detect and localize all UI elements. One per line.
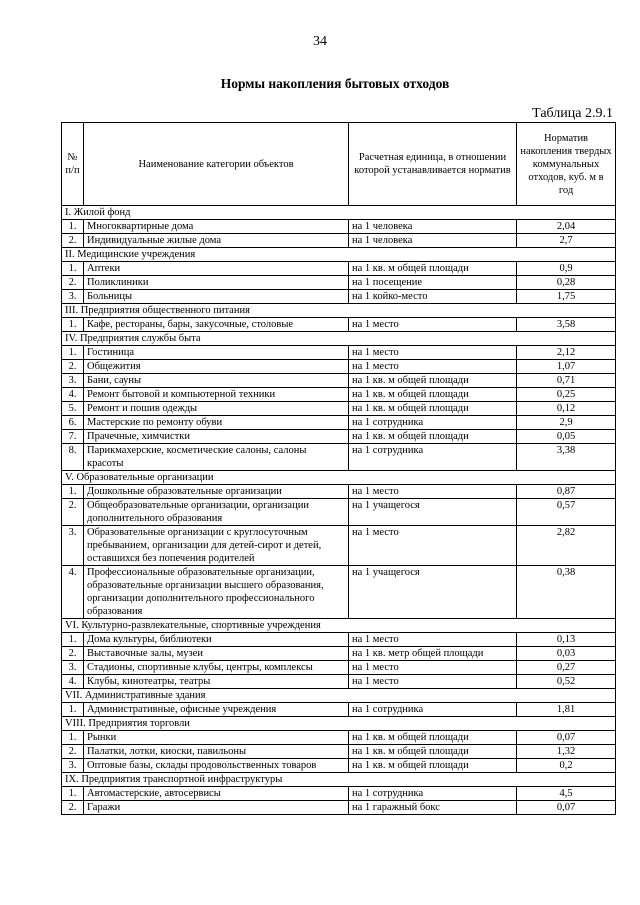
row-value: 0,57 <box>517 499 616 526</box>
row-name: Административные, офисные учреждения <box>84 703 349 717</box>
table-header-row <box>62 123 616 206</box>
table-row <box>62 374 616 388</box>
row-number: 3. <box>62 661 84 675</box>
row-number: 1. <box>62 787 84 801</box>
row-name: Дошкольные образовательные организации <box>84 485 349 499</box>
row-value: 0,27 <box>517 661 616 675</box>
row-unit: на 1 сотрудника <box>349 444 517 471</box>
row-unit: на 1 сотрудника <box>349 787 517 801</box>
row-number: 1. <box>62 633 84 647</box>
row-value: 4,5 <box>517 787 616 801</box>
row-unit: на 1 место <box>349 633 517 647</box>
row-value: 0,9 <box>517 262 616 276</box>
header-name: Наименование категории объектов <box>84 123 349 206</box>
row-name: Палатки, лотки, киоски, павильоны <box>84 745 349 759</box>
row-unit: на 1 место <box>349 675 517 689</box>
row-value: 0,38 <box>517 566 616 619</box>
table-row <box>62 801 616 815</box>
header-unit: Расчетная единица, в отношении которой устанавливается норматив <box>349 123 517 206</box>
row-unit: на 1 кв. м общей площади <box>349 745 517 759</box>
table-row <box>62 318 616 332</box>
row-name: Дома культуры, библиотеки <box>84 633 349 647</box>
row-name: Гаражи <box>84 801 349 815</box>
section-row <box>62 332 616 346</box>
row-number: 4. <box>62 388 84 402</box>
row-number: 1. <box>62 731 84 745</box>
row-unit: на 1 кв. м общей площади <box>349 759 517 773</box>
document-title: Нормы накопления бытовых отходов <box>220 76 450 91</box>
row-name: Ремонт бытовой и компьютерной техники <box>84 388 349 402</box>
row-number: 7. <box>62 430 84 444</box>
row-value: 0,13 <box>517 633 616 647</box>
row-number: 3. <box>62 290 84 304</box>
row-value: 2,12 <box>517 346 616 360</box>
table-label: Таблица 2.9.1 <box>532 106 613 121</box>
row-number: 2. <box>62 499 84 526</box>
row-name: Рынки <box>84 731 349 745</box>
section-title: I. Жилой фонд <box>62 206 616 220</box>
row-name: Гостиница <box>84 346 349 360</box>
row-unit: на 1 кв. м общей площади <box>349 402 517 416</box>
table-row <box>62 360 616 374</box>
row-value: 0,05 <box>517 430 616 444</box>
row-value: 0,28 <box>517 276 616 290</box>
table-row <box>62 416 616 430</box>
table-row <box>62 633 616 647</box>
row-name: Кафе, рестораны, бары, закусочные, столовые <box>84 318 349 332</box>
table-row <box>62 430 616 444</box>
row-value: 2,9 <box>517 416 616 430</box>
table-row <box>62 262 616 276</box>
header-num: № п/п <box>62 123 84 206</box>
row-value: 0,07 <box>517 731 616 745</box>
row-unit: на 1 кв. м общей площади <box>349 262 517 276</box>
row-value: 2,82 <box>517 526 616 566</box>
row-unit: на 1 сотрудника <box>349 416 517 430</box>
row-name: Многоквартирные дома <box>84 220 349 234</box>
row-name: Поликлиники <box>84 276 349 290</box>
row-value: 1,81 <box>517 703 616 717</box>
table-row <box>62 703 616 717</box>
row-number: 3. <box>62 526 84 566</box>
row-number: 8. <box>62 444 84 471</box>
table-row <box>62 647 616 661</box>
section-title: VIII. Предприятия торговли <box>62 717 616 731</box>
table-row <box>62 346 616 360</box>
row-number: 3. <box>62 374 84 388</box>
table-body <box>62 206 616 815</box>
table-row <box>62 759 616 773</box>
row-unit: на 1 кв. м общей площади <box>349 430 517 444</box>
row-unit: на 1 сотрудника <box>349 703 517 717</box>
row-unit: на 1 место <box>349 346 517 360</box>
row-value: 2,04 <box>517 220 616 234</box>
row-unit: на 1 человека <box>349 234 517 248</box>
table-row <box>62 290 616 304</box>
row-value: 0,12 <box>517 402 616 416</box>
section-row <box>62 717 616 731</box>
row-number: 1. <box>62 262 84 276</box>
row-unit: на 1 кв. м общей площади <box>349 731 517 745</box>
row-unit: на 1 человека <box>349 220 517 234</box>
table-row <box>62 526 616 566</box>
row-value: 1,32 <box>517 745 616 759</box>
row-value: 0,2 <box>517 759 616 773</box>
row-unit: на 1 кв. м общей площади <box>349 388 517 402</box>
row-number: 2. <box>62 276 84 290</box>
row-name: Профессиональные образовательные организации, образовательные организации высшего образования, организации дополнительного профессионального образования <box>84 566 349 619</box>
section-row <box>62 304 616 318</box>
section-row <box>62 689 616 703</box>
row-value: 2,7 <box>517 234 616 248</box>
row-unit: на 1 кв. метр общей площади <box>349 647 517 661</box>
section-row <box>62 248 616 262</box>
row-value: 1,75 <box>517 290 616 304</box>
row-name: Клубы, кинотеатры, театры <box>84 675 349 689</box>
row-number: 1. <box>62 485 84 499</box>
row-value: 0,03 <box>517 647 616 661</box>
table-row <box>62 402 616 416</box>
row-unit: на 1 место <box>349 661 517 675</box>
row-number: 2. <box>62 360 84 374</box>
norms-table <box>61 122 616 815</box>
table-row <box>62 234 616 248</box>
table-row <box>62 731 616 745</box>
row-value: 3,58 <box>517 318 616 332</box>
table-row <box>62 675 616 689</box>
row-number: 2. <box>62 647 84 661</box>
section-title: V. Образовательные организации <box>62 471 616 485</box>
row-unit: на 1 посещение <box>349 276 517 290</box>
row-number: 2. <box>62 745 84 759</box>
row-number: 6. <box>62 416 84 430</box>
section-row <box>62 619 616 633</box>
row-name: Прачечные, химчистки <box>84 430 349 444</box>
row-number: 2. <box>62 234 84 248</box>
section-row <box>62 773 616 787</box>
table-row <box>62 220 616 234</box>
row-unit: на 1 учащегося <box>349 499 517 526</box>
row-name: Парикмахерские, косметические салоны, салоны красоты <box>84 444 349 471</box>
row-unit: на 1 гаражный бокс <box>349 801 517 815</box>
row-number: 1. <box>62 703 84 717</box>
section-title: III. Предприятия общественного питания <box>62 304 616 318</box>
row-unit: на 1 койко-место <box>349 290 517 304</box>
row-number: 4. <box>62 675 84 689</box>
table-row <box>62 276 616 290</box>
row-number: 1. <box>62 318 84 332</box>
row-unit: на 1 учащегося <box>349 566 517 619</box>
row-name: Выставочные залы, музеи <box>84 647 349 661</box>
table-row <box>62 499 616 526</box>
header-norm: Норматив накопления твердых коммунальных отходов, куб. м в год <box>517 123 616 206</box>
table-row <box>62 566 616 619</box>
row-name: Стадионы, спортивные клубы, центры, комплексы <box>84 661 349 675</box>
row-number: 2. <box>62 801 84 815</box>
row-value: 0,87 <box>517 485 616 499</box>
table-row <box>62 661 616 675</box>
row-name: Аптеки <box>84 262 349 276</box>
row-name: Больницы <box>84 290 349 304</box>
row-name: Общеобразовательные организации, организации дополнительного образования <box>84 499 349 526</box>
row-unit: на 1 место <box>349 360 517 374</box>
row-name: Мастерские по ремонту обуви <box>84 416 349 430</box>
row-name: Бани, сауны <box>84 374 349 388</box>
row-unit: на 1 место <box>349 526 517 566</box>
row-value: 0,07 <box>517 801 616 815</box>
section-row <box>62 206 616 220</box>
section-row <box>62 471 616 485</box>
row-number: 3. <box>62 759 84 773</box>
table-row <box>62 444 616 471</box>
row-name: Ремонт и пошив одежды <box>84 402 349 416</box>
row-value: 0,71 <box>517 374 616 388</box>
row-value: 3,38 <box>517 444 616 471</box>
row-number: 1. <box>62 346 84 360</box>
table-row <box>62 388 616 402</box>
row-number: 5. <box>62 402 84 416</box>
section-title: IX. Предприятия транспортной инфраструктуры <box>62 773 616 787</box>
section-title: IV. Предприятия службы быта <box>62 332 616 346</box>
row-unit: на 1 место <box>349 485 517 499</box>
table-row <box>62 745 616 759</box>
section-title: VII. Административные здания <box>62 689 616 703</box>
row-value: 0,52 <box>517 675 616 689</box>
table-row <box>62 787 616 801</box>
row-name: Образовательные организации с круглосуточным пребыванием, организации для детей-сирот и детей, оставшихся без попечения родителей <box>84 526 349 566</box>
row-number: 4. <box>62 566 84 619</box>
section-title: VI. Культурно-развлекательные, спортивные учреждения <box>62 619 616 633</box>
row-unit: на 1 место <box>349 318 517 332</box>
row-name: Оптовые базы, склады продовольственных товаров <box>84 759 349 773</box>
row-name: Общежития <box>84 360 349 374</box>
page-number: 34 <box>313 34 327 49</box>
row-name: Индивидуальные жилые дома <box>84 234 349 248</box>
section-title: II. Медицинские учреждения <box>62 248 616 262</box>
row-name: Автомастерские, автосервисы <box>84 787 349 801</box>
table-row <box>62 485 616 499</box>
row-value: 1,07 <box>517 360 616 374</box>
row-value: 0,25 <box>517 388 616 402</box>
row-number: 1. <box>62 220 84 234</box>
row-unit: на 1 кв. м общей площади <box>349 374 517 388</box>
